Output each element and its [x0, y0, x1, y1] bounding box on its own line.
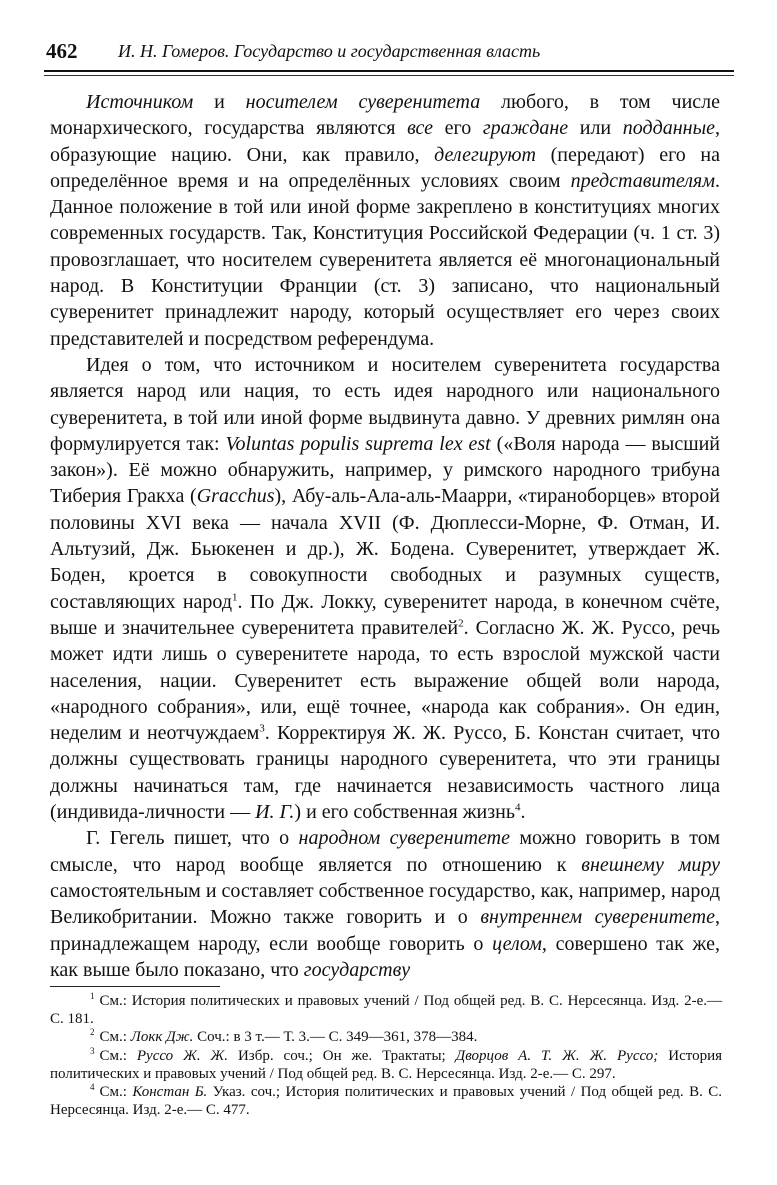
footnote-2: $^2$ См.: Локк Дж. Соч.: в 3 т.— Т. 3.— С. 349—361, 378—384. [90, 1027, 478, 1046]
footnote-3: $^3$ См.: Руссо Ж. Ж. Избр. соч.; Он же. Трактаты; Дворцов А. Т. Ж. Ж. Руссо; История политических и правовых учений / Под общей ред. В. С. Нерсесянца. Изд. 2-е.— С. 297. [50, 1045, 723, 1082]
page-number: 462 [46, 39, 78, 63]
paragraph-1: Источником и носителем суверенитета любого, в том числе монархического, государства являются все его граждане или подданные, образующие нацию. Они, как правило, делегируют (передают) его на определённое время и на определённых условиях своим представителям. Данное положение в той или иной форме закреплено в конституциях многих современных государств. Так, Конституция Российской Федерации (ч. 1 ст. 3) провозглашает, что носителем суверенитета является её многонациональный народ. В Конституции Франции (ст. 3) записано, что национальный суверенитет принадлежит народу, который осуществляет его через своих представителей и посредством референдума. [50, 91, 721, 350]
header-rule-thin [44, 75, 734, 76]
header-rule [44, 70, 734, 72]
running-head: И. Н. Гомеров. Государство и государственная власть [118, 41, 541, 61]
paragraph-3: Г. Гегель пишет, что о народном суверенитете можно говорить в том смысле, что народ вообще является по отношению к внешнему миру самостоятельным и составляет собственное государство, как, например, народ Великобритании. Можно также говорить и о внутреннем суверенитете, принадлежащем народу, если вообще говорить о целом, совершено так же, как выше было показано, что государству [50, 827, 721, 981]
footnotes [50, 992, 722, 1119]
footnote-4: $^4$ См.: Констан Б. Указ. соч.; История политических и правовых учений / Под общей ред. В. С. Нерсесянца. Изд. 2-е.— С. 477. [50, 1082, 722, 1119]
paragraph-2: Идея о том, что источником и носителем суверенитета государства является народ или нация, то есть идея народного или национального суверенитета, в той или иной форме выдвинута давно. У древних римлян она формулируется так: Voluntas populis suprema lex est («Воля народа — высший закон»). Её можно обнаружить, например, у римского народного трибуна Тиберия Гракха (Gracchus), Абу-аль-Ала-аль-Маарри, «тираноборцев» второй половины XVI века — начала XVII (Ф. Дюплесси-Морне, Ф. Отман, И. Альтузий, Дж. Бьюкенен и др.), Ж. Бодена. Суверенитет, утверждает Ж. Боден, кроется в совокупности свободных и разумных существ, составляющих народ$^1$. По Дж. Локку, суверенитет народа, в конечном счёте, выше и значительнее суверенитета правителей$^2$. Согласно Ж. Ж. Руссо, речь может идти лишь о суверенитете народа, то есть взрослой мужской части населения, нации. Суверенитет есть выражение общей воли народа, «народного собрания», или, ещё точнее, «народа как собрания». Он един, неделим и неотчуждаем$^3$. Корректируя Ж. Ж. Руссо, Б. Констан считает, что должны существовать границы народного суверенитета, что эти границы должны начинаться там, где начинается независимость частного лица (индивида-личности — И. Г.) и его собственная жизнь$^4$. [50, 353, 720, 824]
footnote-separator [50, 986, 220, 987]
body-text [50, 89, 720, 983]
footnote-1: $^1$ См.: История политических и правовых учений / Под общей ред. В. С. Нерсесянца. Изд. 2-е.— С. 181. [50, 991, 722, 1028]
page-header [46, 38, 736, 68]
